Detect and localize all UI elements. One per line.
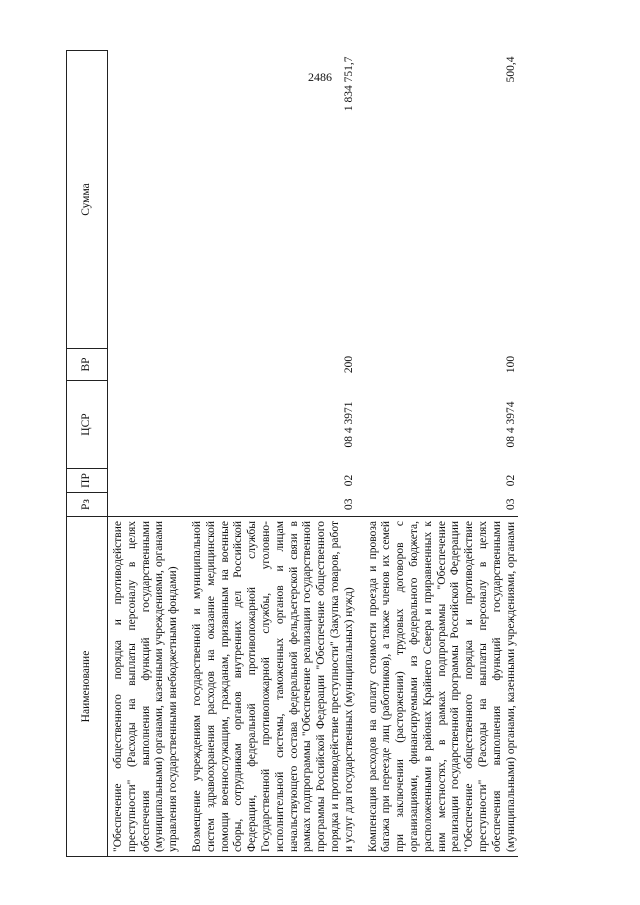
row-rz: [108, 493, 189, 517]
row-vr: 100: [504, 355, 517, 374]
row-sum: 500,4: [504, 56, 517, 83]
row-pr: 02: [504, 474, 517, 487]
header-csr: ЦСР: [67, 381, 108, 469]
header-name: Наименование: [67, 517, 108, 857]
table-row: [365, 51, 519, 857]
header-pr: ПР: [67, 469, 108, 493]
row-rz: 03: [342, 498, 355, 510]
row-sum: 1 834 751,7: [342, 56, 355, 112]
row-vr: [108, 349, 189, 381]
header-rz: Рз: [67, 493, 108, 517]
row-sum: [108, 51, 189, 349]
page-number: 2486: [308, 70, 332, 84]
row-rz: 03: [504, 498, 517, 510]
budget-table: [66, 50, 518, 857]
row-csr: [108, 381, 189, 469]
rotated-table-container: [66, 51, 609, 857]
table-header-row: [67, 51, 108, 857]
row-csr: 08 4 3971: [342, 401, 355, 448]
table-row: [189, 51, 365, 857]
row-name: "Обеспечение общественного порядка и противодействие преступности" (Расходы на выплаты персоналу в целях обеспечения выполнения функций государственными (муниципальными) органами, казенными учреждениями, органами управления государственными внебюджетными фондами): [108, 517, 189, 857]
row-name: Возмещение учреждениям государственной и муниципальной систем здравоохранения расходов на оказание медицинской помощи военнослужащим, гражданам, призванным на военные сборы, сотрудникам органов внутренних дел Российской Федерации, федеральной противопожарной службы Государственной противопожарной службы, уголовно-исполнительной системы, таможенных органов и лицам начальствующего состава федеральной фельдъегерской связи в рамках подпрограммы "Обеспечение реализации государственной программы Российской Федерации "Обеспечение общественного порядка и противодействие преступности" (Закупка товаров, работ и услуг для государственных (муниципальных) нужд): [189, 517, 365, 857]
table-row: [108, 51, 189, 857]
row-pr: [108, 469, 189, 493]
header-vr: ВР: [67, 349, 108, 381]
header-sum: Сумма: [67, 51, 108, 349]
row-vr: 200: [342, 355, 355, 374]
row-pr: 02: [342, 474, 355, 487]
row-csr: 08 4 3974: [504, 401, 517, 448]
row-name: Компенсация расходов на оплату стоимости проезда и провоза багажа при переезде лиц (работников), а также членов их семей при заключении (расторжении) трудовых договоров с организациями, финансируемыми из федерального бюджета, расположенными в районах Крайнего Севера и приравненных к ним местностях, в рамках подпрограммы "Обеспечение реализации государственной программы Российской Федерации "Обеспечение общественного порядка и противодействие преступности" (Расходы на выплаты персоналу в целях обеспечения выполнения функций государственными (муниципальными) органами, казенными учреждениями, органами: [365, 517, 519, 857]
